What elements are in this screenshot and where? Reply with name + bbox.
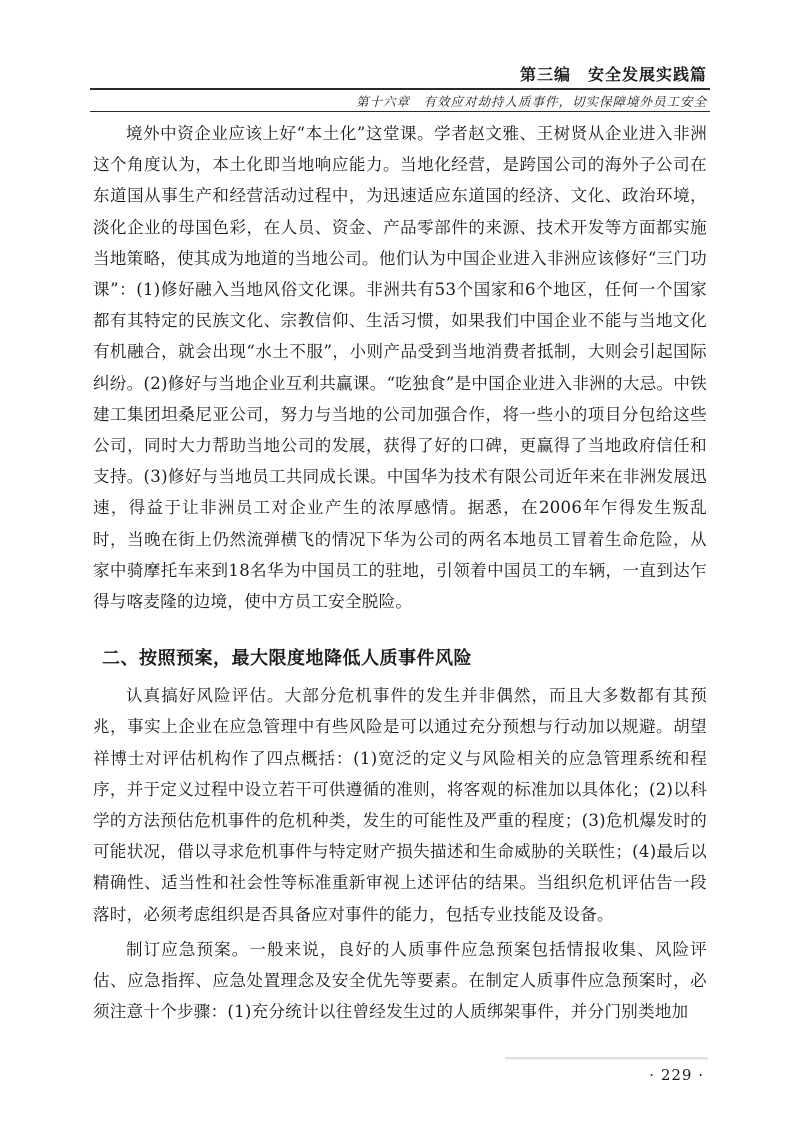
paragraph-localization: 境外中资企业应该上好“本土化”这堂课。学者赵文雅、王树贤从企业进入非洲这个角度认为，本土化即当地响应能力。当地化经营，是跨国公司的海外子公司在东道国从事生产和经营活动过程中，为迅速适应东道国的经济、文化、政治环境，淡化企业的母国色彩，在人员、资金、产品零部件的来源、技术开发等方面都实施当地策略，使其成为地道的当地公司。他们认为中国企业进入非洲应该修好“三门功课”：(1)修好融入当地风俗文化课。非洲共有53个国家和6个地区，任何一个国家都有其特定的民族文化、宗教信仰、生活习惯，如果我们中国企业不能与当地文化有机融合，就会出现“水土不服”，小则产品受到当地消费者抵制，大则会引起国际纠纷。(2)修好与当地企业互利共赢课。“吃独食”是中国企业进入非洲的大忌。中铁建工集团坦桑尼亚公司，努力与当地的公司加强合作，将一些小的项目分包给这些公司，同时大力帮助当地公司的发展，获得了好的口碑，更赢得了当地政府信任和支持。(3)修好与当地员工共同成长课。中国华为技术有限公司近年来在非洲发展迅速，得益于让非洲员工对企业产生的浓厚感情。据悉，在2006年乍得发生叛乱时，当晚在街上仍然流弹横飞的情况下华为公司的两名本地员工冒着生命危险，从家中骑摩托车来到18名华为中国员工的驻地，引领着中国员工的车辆，一直到达乍得与喀麦隆的边境，使中方员工安全脱险。	[93, 124, 707, 612]
part-title: 第三编 安全发展实践篇	[519, 65, 707, 84]
paragraph-risk-assessment: 认真搞好风险评估。大部分危机事件的发生并非偶然，而且大多数都有其预兆，事实上企业在应急管理中有些风险是可以通过充分预想与行动加以规避。胡望祥博士对评估机构作了四点概括：(1)宽泛的定义与风险相关的应急管理系统和程序，并于定义过程中设立若干可供遵循的准则，将客观的标准加以具体化；(2)以科学的方法预估危机事件的危机种类，发生的可能性及严重的程度；(3)危机爆发时的可能状况，借以寻求危机事件与特定财产损失描述和生命威胁的关联性；(4)最后以精确性、适当性和社会性等标准重新审视上述评估的结果。当组织危机评估告一段落时，必须考虑组织是否具备应对事件的能力，包括专业技能及设备。	[93, 686, 707, 924]
header-rule-thin	[90, 111, 710, 112]
paragraph-emergency-plan: 制订应急预案。一般来说，良好的人质事件应急预案包括情报收集、风险评估、应急指挥、应急处置理念及安全优先等要素。在制定人质事件应急预案时，必须注意十个步骤：(1)充分统计以往曾经发生过的人质绑架事件，并分门别类地加	[93, 939, 707, 1022]
chapter-title: 第十六章 有效应对劫持人质事件，切实保障境外员工安全	[355, 94, 707, 109]
page-body	[93, 118, 707, 1027]
page-number: · 229 ·	[649, 1066, 704, 1084]
footer-rule	[505, 1057, 708, 1060]
section-heading: 二、按照预案，最大限度地降低人质事件风险	[102, 648, 472, 670]
header-rule	[90, 88, 710, 90]
